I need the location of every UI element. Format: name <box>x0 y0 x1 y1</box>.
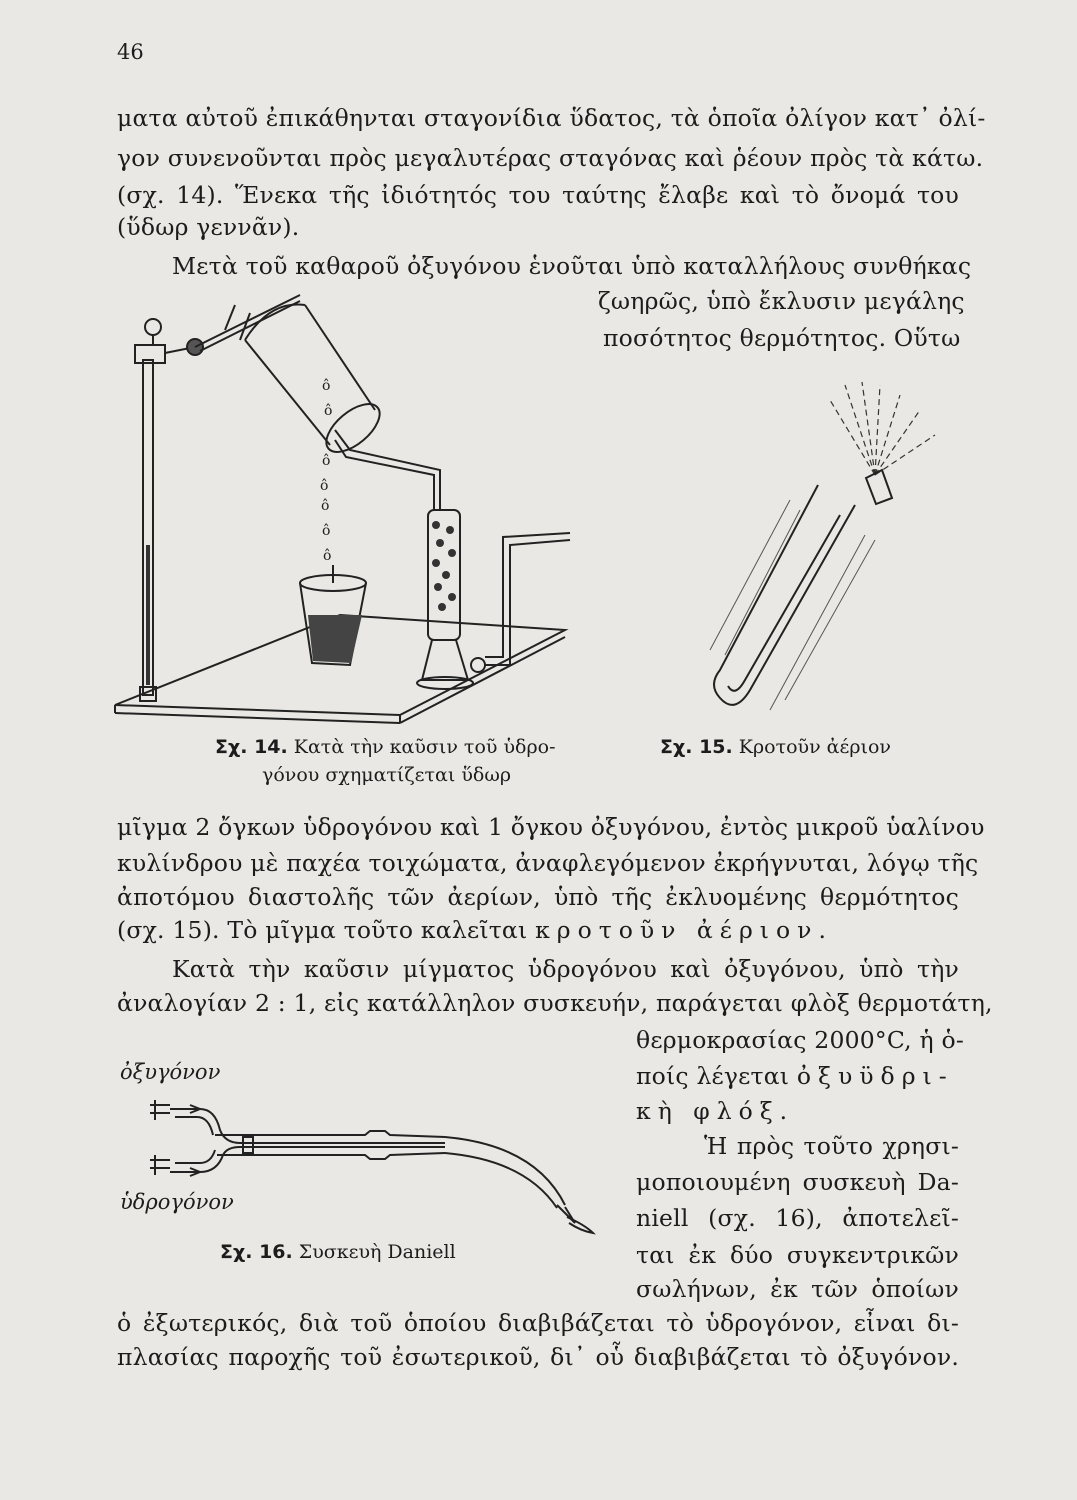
glass-cylinder <box>245 304 388 460</box>
paragraph-3-line-3: ἀποτόμου διαστολῆς τῶν ἀερίων, ὑπὸ τῆς ἐκλυομένης θερμότητος <box>117 883 959 911</box>
figure-16-caption-text: Συσκευὴ Daniell <box>298 1241 456 1263</box>
svg-text:ô: ô <box>322 523 331 539</box>
svg-text:ô: ô <box>322 453 331 469</box>
paragraph-1-line-1: ματα αὐτοῦ ἐπικάθηνται σταγονίδια ὕδατος, τὰ ὁποῖα ὀλίγον κατ᾿ ὀλί- <box>117 104 986 132</box>
figure-15-illustration <box>690 380 940 730</box>
paragraph-4-line-4 <box>636 1061 954 1091</box>
term-krotoun-aerion: κροτοῦν ἀέριον. <box>535 916 833 944</box>
paragraph-2-line-2: ζωηρῶς, ὑπὸ ἔκλυσιν μεγάλης <box>598 287 965 315</box>
inlet-pipe <box>485 540 570 665</box>
figure-16-illustration <box>145 1095 605 1225</box>
figure-15-caption <box>660 734 891 760</box>
page-number: 46 <box>117 40 144 64</box>
stopper <box>866 470 892 504</box>
term-oxyhydric: ὀξυϋδρι- <box>796 1062 954 1090</box>
figure-14-number: Σχ. 14. <box>215 736 288 758</box>
svg-text:ô: ô <box>323 548 332 564</box>
paragraph-3-line-2: κυλίνδρου μὲ παχέα τοιχώματα, ἀναφλεγόμενον ἐκρήγνυται, λόγῳ τῆς <box>117 849 979 877</box>
paragraph-5-line-5: σωλήνων, ἐκ τῶν ὁποίων <box>636 1275 959 1303</box>
paragraph-3-line-1: μῖγμα 2 ὄγκων ὑδρογόνου καὶ 1 ὄγκου ὀξυγόνου, ἐντὸς μικροῦ ὑαλίνου <box>117 813 985 841</box>
paragraph-4-line-2: ἀναλογίαν 2 : 1, εἰς κατάλληλον συσκευήν, παράγεται φλὸξ θερμοτάτη, <box>117 989 993 1017</box>
beaker <box>300 565 366 665</box>
paragraph-1-line-4: (ὕδωρ γεννᾶν). <box>117 213 300 241</box>
delivery-tube <box>335 430 440 510</box>
upper-branch <box>175 1109 240 1143</box>
paragraph-4-line-4-text: ποίς λέγεται <box>636 1062 790 1090</box>
test-tube <box>714 485 855 705</box>
figure-14-caption-text: Κατὰ τὴν καῦσιν τοῦ ὑδρο- <box>293 736 556 758</box>
paragraph-5-line-6: ὁ ἐξωτερικός, διὰ τοῦ ὁποίου διαβιβάζεται τὸ ὑδρογόνον, εἶναι δι- <box>117 1309 959 1337</box>
paragraph-5-line-1: Ἡ πρὸς τοῦτο χρησι- <box>704 1132 959 1160</box>
paragraph-3-line-4 <box>117 915 833 945</box>
svg-text:ô: ô <box>321 498 330 514</box>
term-oxyhydric-flame: κὴ φλόξ. <box>636 1097 795 1125</box>
water-droplets <box>320 378 332 564</box>
svg-text:ô: ô <box>324 403 333 419</box>
paragraph-5-line-3: niell (σχ. 16), ἀποτελεῖ- <box>636 1204 959 1232</box>
paragraph-2-line-1: Μετὰ τοῦ καθαροῦ ὀξυγόνου ἑνοῦται ὑπὸ καταλλήλους συνθήκας <box>172 252 972 280</box>
svg-text:ô: ô <box>320 478 329 494</box>
paragraph-1-line-3: (σχ. 14). Ἕνεκα τῆς ἰδιότητός του ταύτης ἔλαβε καὶ τὸ ὄνομά του <box>117 181 959 209</box>
figure-16-number: Σχ. 16. <box>220 1241 293 1263</box>
paragraph-5-line-7: πλασίας παροχῆς τοῦ ἐσωτερικοῦ, δι᾿ οὗ διαβιβάζεται τὸ ὀξυγόνον. <box>117 1343 959 1371</box>
svg-text:ô: ô <box>322 378 331 394</box>
figure-14-illustration <box>110 285 590 725</box>
paragraph-5-line-2: μοποιουμένη συσκευὴ Da- <box>636 1168 959 1196</box>
drying-tube <box>417 510 485 689</box>
label-oxygen: ὀξυγόνον <box>120 1060 221 1084</box>
paragraph-5-line-4: ται ἐκ δύο συγκεντρικῶν <box>636 1241 959 1269</box>
paragraph-4-line-3: θερμοκρασίας 2000°C, ἡ ὁ- <box>636 1026 964 1054</box>
flame <box>567 1217 593 1233</box>
figure-16-caption <box>220 1239 456 1265</box>
paragraph-3-line-4-text: (σχ. 15). Τὸ μῖγμα τοῦτο καλεῖται <box>117 916 528 944</box>
label-hydrogen: ὑδρογόνον <box>120 1190 234 1214</box>
figure-14-caption-line-1 <box>215 734 556 760</box>
paragraph-4-line-1: Κατὰ τὴν καῦσιν μίγματος ὑδρογόνου καὶ ὀξυγόνου, ὑπὸ τὴν <box>172 955 959 983</box>
explosion-spray <box>830 382 935 475</box>
figure-15-number: Σχ. 15. <box>660 736 733 758</box>
concentric-tubes <box>215 1131 445 1159</box>
paragraph-2-line-3: ποσότητος θερμότητος. Οὕτω <box>603 324 961 352</box>
paragraph-1-line-2: γον συνενοῦνται πρὸς μεγαλυτέρας σταγόνας καὶ ῥέουν πρὸς τὰ κάτω. <box>117 144 984 172</box>
figure-15-caption-text: Κροτοῦν ἀέριον <box>738 736 891 758</box>
figure-14-caption-line-2: γόνου σχηματίζεται ὕδωρ <box>262 764 512 786</box>
